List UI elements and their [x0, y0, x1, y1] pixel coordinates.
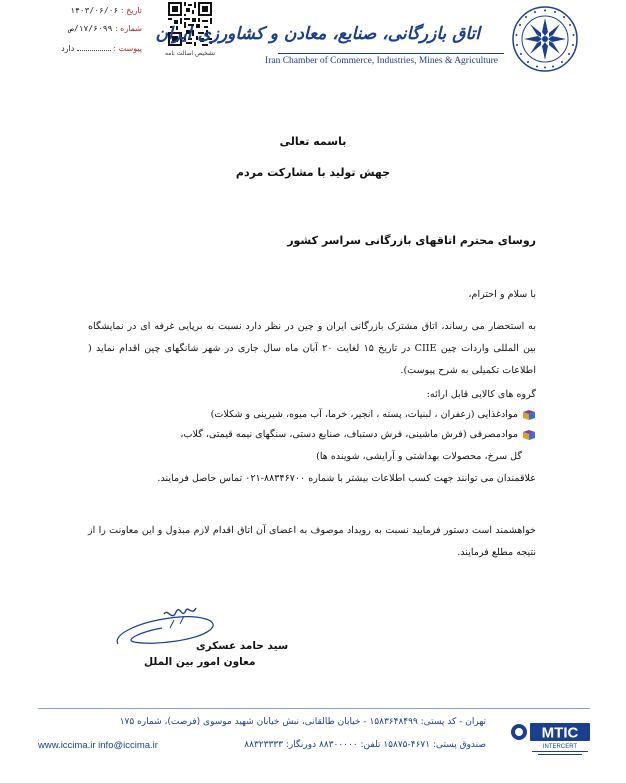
- letter-invocation: باسمه تعالی: [279, 135, 347, 148]
- signer-name: سید حامد عسکری: [196, 640, 289, 652]
- letter-paragraph-2: علاقمندان می توانند جهت کسب اطلاعات بیشتر با شماره ۸۸۳۴۶۷۰۰-۰۲۱ تماس حاصل فرمایند.: [157, 473, 536, 484]
- product-group-food: موادغذایی (زعفران ، لبنیات، پسته ، انجیر، خرما، آب میوه، شیرینی و شکلات): [210, 409, 518, 420]
- org-name-english: Iran Chamber of Commerce, Industries, Mines & Agriculture: [265, 56, 498, 66]
- org-name-persian: اتاق بازرگانی، صنایع، معادن و کشاورزی ایران: [155, 24, 480, 44]
- product-group-item: [120, 404, 536, 426]
- letter-greeting: با سلام و احترام،: [468, 289, 536, 300]
- letter-paragraph-3: خواهشمند است دستور فرمایید نسبت به رویداد موصوف به اعضای آن اتاق اقدام لازم مبذول و این معاونت را از نتیجه مطلع فرمایند.: [88, 525, 536, 558]
- mtic-logo-subtext: INTERCERT: [542, 744, 578, 750]
- date-value: ۱۴۰۳/۰۶/۰۶: [70, 6, 119, 15]
- number-row: [12, 24, 142, 33]
- number-value: ۱۷/۶۰۹۹/ص: [69, 24, 113, 33]
- product-group-item-continued: گل سرخ، محصولات بهداشتی و آرایشی، شوینده ها): [316, 451, 522, 462]
- letter-slogan: جهش تولید با مشارکت مردم: [235, 166, 391, 179]
- letter-addressee: روسای محترم اتاقهای بازرگانی سراسر کشور: [287, 234, 536, 247]
- footer-address: تهران - کد پستی: ۱۵۸۳۶۴۸۴۹۹ - خیابان طالقانی، نبش خیابان شهید موسوی (فرصت)، شماره ۱۷۵: [119, 717, 486, 727]
- product-groups-title: گروه های کالایی قابل ارائه:: [426, 389, 536, 400]
- attachment-row: [12, 42, 142, 53]
- footer-website[interactable]: www.iccima.ir info@iccima.ir: [38, 740, 158, 751]
- attachment-label: پیوست :: [113, 44, 142, 53]
- bullet-icon: [522, 410, 536, 420]
- mtic-certification-logo: [510, 718, 594, 760]
- footer-divider: [38, 708, 590, 709]
- chamber-emblem-icon: [512, 6, 578, 72]
- bullet-icon: [522, 430, 536, 440]
- attachment-value: دارد: [61, 44, 75, 53]
- signer-title: معاون امور بین الملل: [144, 656, 256, 668]
- mtic-logo-text: MTIC: [541, 724, 579, 742]
- date-row: [12, 6, 142, 15]
- letter-paragraph-1: به استحضار می رساند، اتاق مشترک بازرگانی ایران و چین در نظر دارد نسبت به برپایی غرفه ای در نمایشگاه بین المللی واردات چین CIIE در تاریخ ۱۵ لغایت ۲۰ آبان ماه سال جاری در شهر شانگهای چین اقدام نماید ( اطلاعات تکمیلی به شرح پیوست).: [88, 321, 536, 376]
- footer-contacts: صندوق پستی: ۴۶۷۱-۱۵۸۷۵ تلفن: ۸۸۳۰۰۰۰۰ دورنگار: ۸۸۳۲۳۳۳۳: [244, 740, 486, 750]
- number-label: شماره :: [114, 24, 142, 33]
- date-label: تاریخ :: [120, 6, 142, 15]
- qr-caption: تشخیص اصالت نامه: [164, 50, 216, 57]
- header-divider: [278, 53, 504, 54]
- product-group-consumer: موادمصرفی (فرش ماشینی، فرش دستباف، صنایع دستی، سنگهای نیمه قیمتی، گلاب،: [180, 429, 518, 440]
- product-group-item: [120, 424, 536, 446]
